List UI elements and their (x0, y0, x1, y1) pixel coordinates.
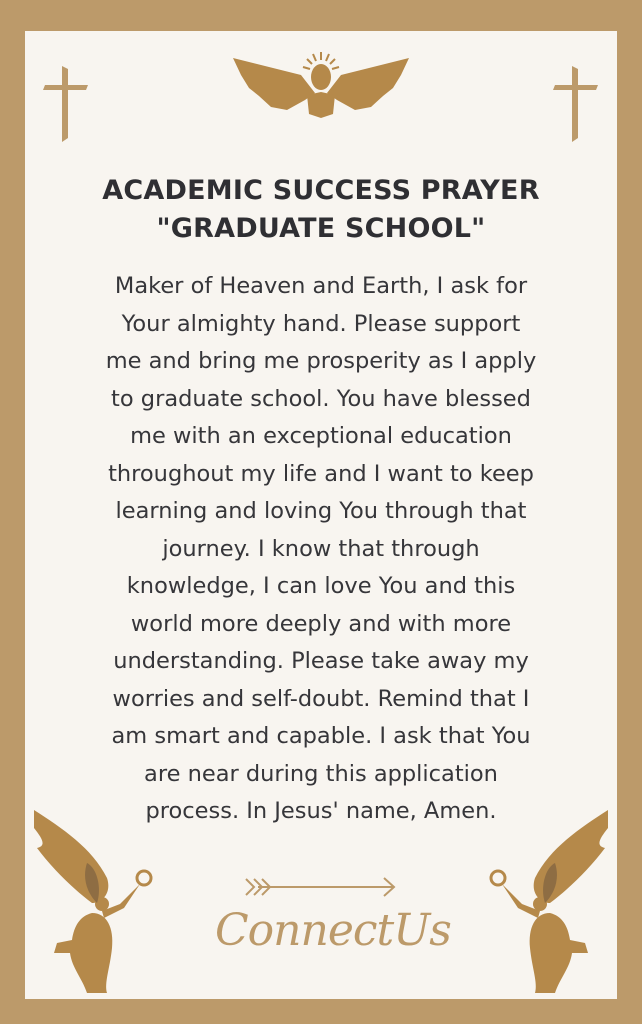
title-line: ACADEMIC SUCCESS PRAYER (102, 175, 540, 206)
prayer-line: Your almighty hand. Please support (121, 310, 521, 337)
prayer-line: process. In Jesus' name, Amen. (145, 798, 497, 824)
prayer-line: Maker of Heaven and Earth, I ask for (114, 273, 528, 299)
title-line: "GRADUATE SCHOOL" (156, 213, 486, 244)
prayer-line: me with an exceptional education (130, 423, 512, 449)
connectus-logo: ConnectUs (215, 905, 451, 956)
prayer-line: understanding. Please take away my (113, 648, 529, 674)
prayer-title (25, 172, 617, 248)
arrow-divider-icon (244, 875, 396, 899)
angel-icon-right (475, 808, 610, 998)
cross-icon-right (552, 66, 598, 142)
prayer-line: am smart and capable. I ask that You (111, 723, 531, 749)
prayer-line: learning and loving You through that (115, 498, 527, 524)
prayer-line: worries and self-doubt. Remind that I (112, 685, 530, 712)
prayer-line: to graduate school. You have blessed (111, 385, 531, 412)
angel-icon-left (32, 808, 167, 998)
winged-sun-emblem-icon (233, 50, 409, 120)
cross-icon-left (42, 66, 88, 142)
prayer-line: journey. I know that through (162, 535, 480, 562)
prayer-line: knowledge, I can love You and this (126, 573, 516, 599)
prayer-line: world more deeply and with more (130, 610, 512, 637)
prayer-line: me and bring me prosperity as I apply (105, 348, 537, 374)
prayer-line: throughout my life and I want to keep (108, 460, 534, 487)
prayer-line: are near during this application (144, 760, 498, 787)
prayer-text (25, 268, 617, 831)
